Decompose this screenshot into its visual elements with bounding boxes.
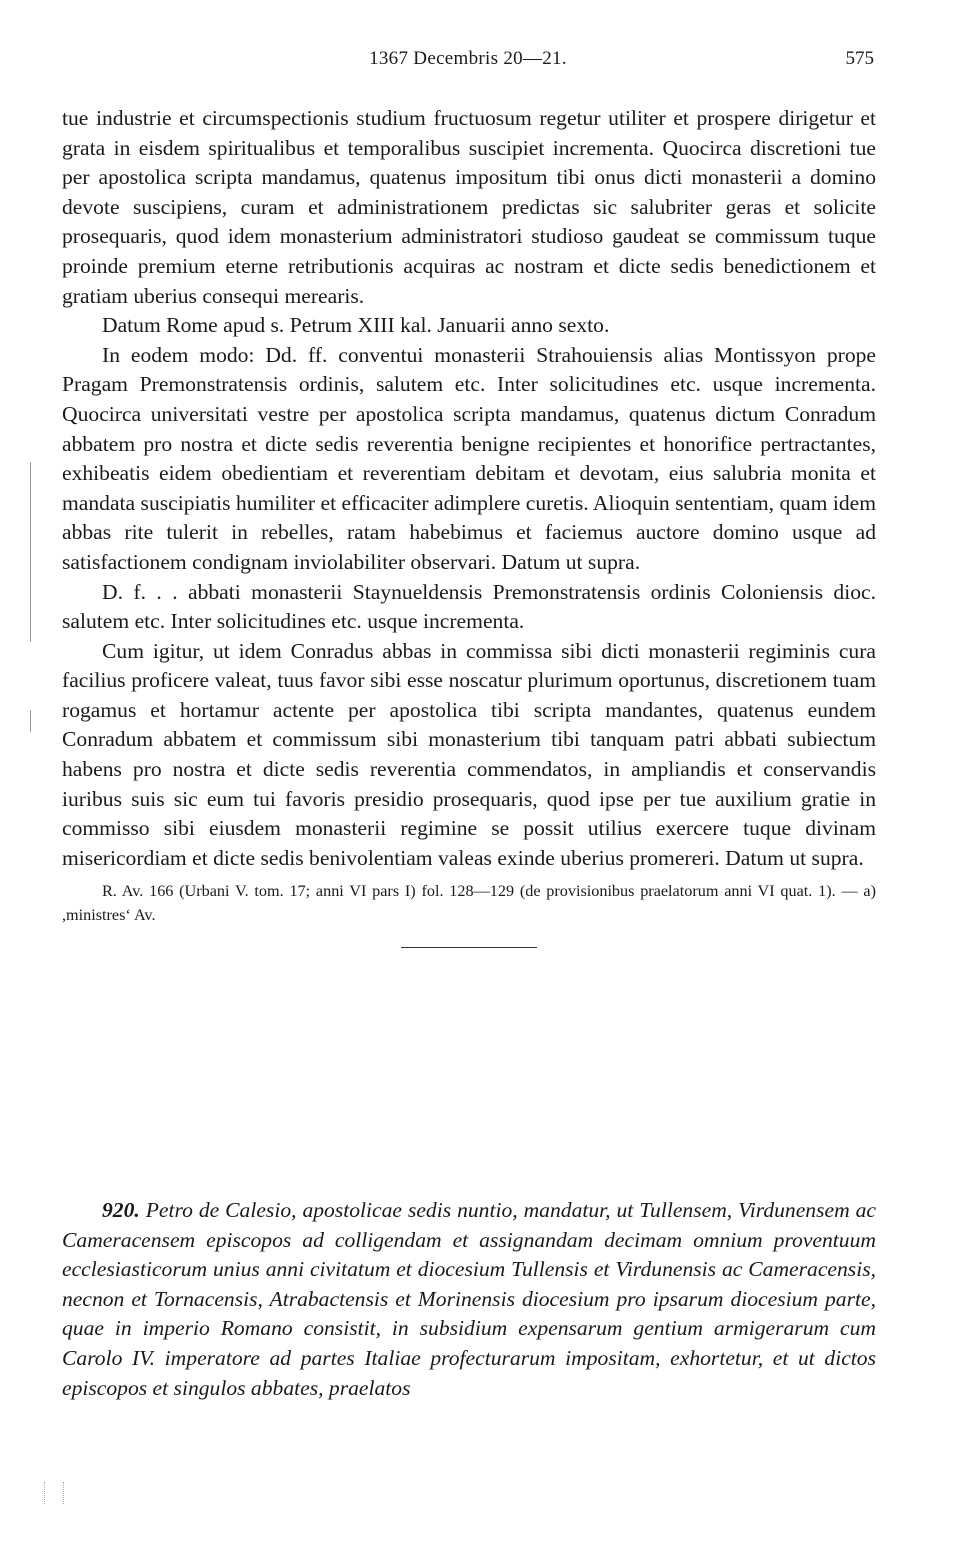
regest-entry bbox=[62, 1196, 876, 1403]
paragraph-abbati: D. f. . . abbati monasterii Staynueldensis Premonstratensis ordinis Coloniensis dioc. salutem etc. Inter solicitudines etc. usque incrementa. bbox=[62, 579, 876, 634]
source-footnote: R. Av. 166 (Urbani V. tom. 17; anni VI pars I) fol. 128—129 (de provisionibus praelatorum anni VI quat. 1). — a) ,ministres‘ Av. bbox=[62, 882, 876, 925]
page-number: 575 bbox=[845, 48, 874, 69]
paragraph-continuation: tue industrie et circumspectionis studium fructuosum regetur utiliter et prospere dirigetur et grata in eisdem spiritualibus et temporalibus suscipiet incrementa. Quocirca discretioni tue per apostolica scripta mandamus, quatenus impositum tibi onus dicti monasterii a domino devote suscipiens, curam et administrationem predictas sic salubriter geras et solicite prosequaris, quod idem monasterium administratori studioso gaudeat se commissum tuque proinde premium eterne retributionis acquiras ac nostram et dicte sedis benedictionem et gratiam uberius consequi merearis. bbox=[62, 106, 876, 308]
paragraph-dating: Datum Rome apud s. Petrum XIII kal. Januarii anno sexto. bbox=[102, 313, 610, 338]
margin-mark bbox=[30, 462, 41, 642]
paragraph-cum-igitur: Cum igitur, ut idem Conradus abbas in commissa sibi dicti monasterii regiminis cura facilius proficere valeat, tuus favor sibi esse noscatur plurimum oportunus, discretionem tuam rogamus et hortamur actente per apostolica tibi scripta mandantes, quatenus eundem Conradum abbatem et commissum sibi monasterium tibi tanquam patri abbati subiectum habens pro nostra et dicte sedis reverentia commendatos, in ampliandis et conservandis iuribus suis sic eum tui favoris presidio prosequaris, quod ipse per tue auxilium gratie in commisso sibi eiusdem monasterii regimine se possit utilius exercere tuque divinam misericordiam et dicte sedis benivolentiam valeas exinde uberius promereri. Datum ut supra. bbox=[62, 638, 876, 870]
section-divider bbox=[401, 947, 537, 948]
margin-mark bbox=[30, 710, 41, 732]
running-header bbox=[62, 48, 874, 78]
entry-number: 920. bbox=[102, 1198, 140, 1222]
regest-paragraph bbox=[62, 1196, 876, 1403]
body-text bbox=[62, 104, 876, 948]
margin-mark bbox=[44, 1482, 64, 1504]
running-title: 1367 Decembris 20—21. bbox=[369, 48, 567, 69]
regest-text: Petro de Calesio, apostolicae sedis nuntio, mandatur, ut Tullensem, Virdunensem ac Cameracensem episcopos ad colligendam et assignandam decimam omnium proventuum ecclesiasticorum unius anni civitatum et diocesium Tullensis et Virdunensis ac Cameracensis, necnon et Tornacensis, Atrabactensis et Morinensis diocesium pro ipsarum diocesium parte, quae in imperio Romano consistit, in subsidium expensarum gentium armigerarum cum Carolo IV. imperatore ad partes Italiae profecturarum impositam, exhortetur, et ut dictos episcopos et singulos abbates, praelatos bbox=[62, 1198, 876, 1400]
paragraph-eodem-modo: In eodem modo: Dd. ff. conventui monasterii Strahouiensis alias Montissyon prope Pragam Premonstratensis ordinis, salutem etc. Inter solicitudines etc. usque incrementa. Quocirca universitati vestre per apostolica scripta mandamus, quatenus dictum Conradum abbatem pro nostra et dicte sedis reverentia benigne recipientes et honorifice pertractantes, exhibeatis eidem obedientiam et reverentiam debitam et devotam, eius salubria monita et mandata suscipiatis humiliter et efficaciter adimplere curetis. Alioquin sententiam, quam idem abbas rite tulerit in rebelles, ratam habebimus et faciemus auctore domino usque ad satisfactionem condignam inviolabiliter observari. Datum ut supra. bbox=[62, 342, 876, 574]
